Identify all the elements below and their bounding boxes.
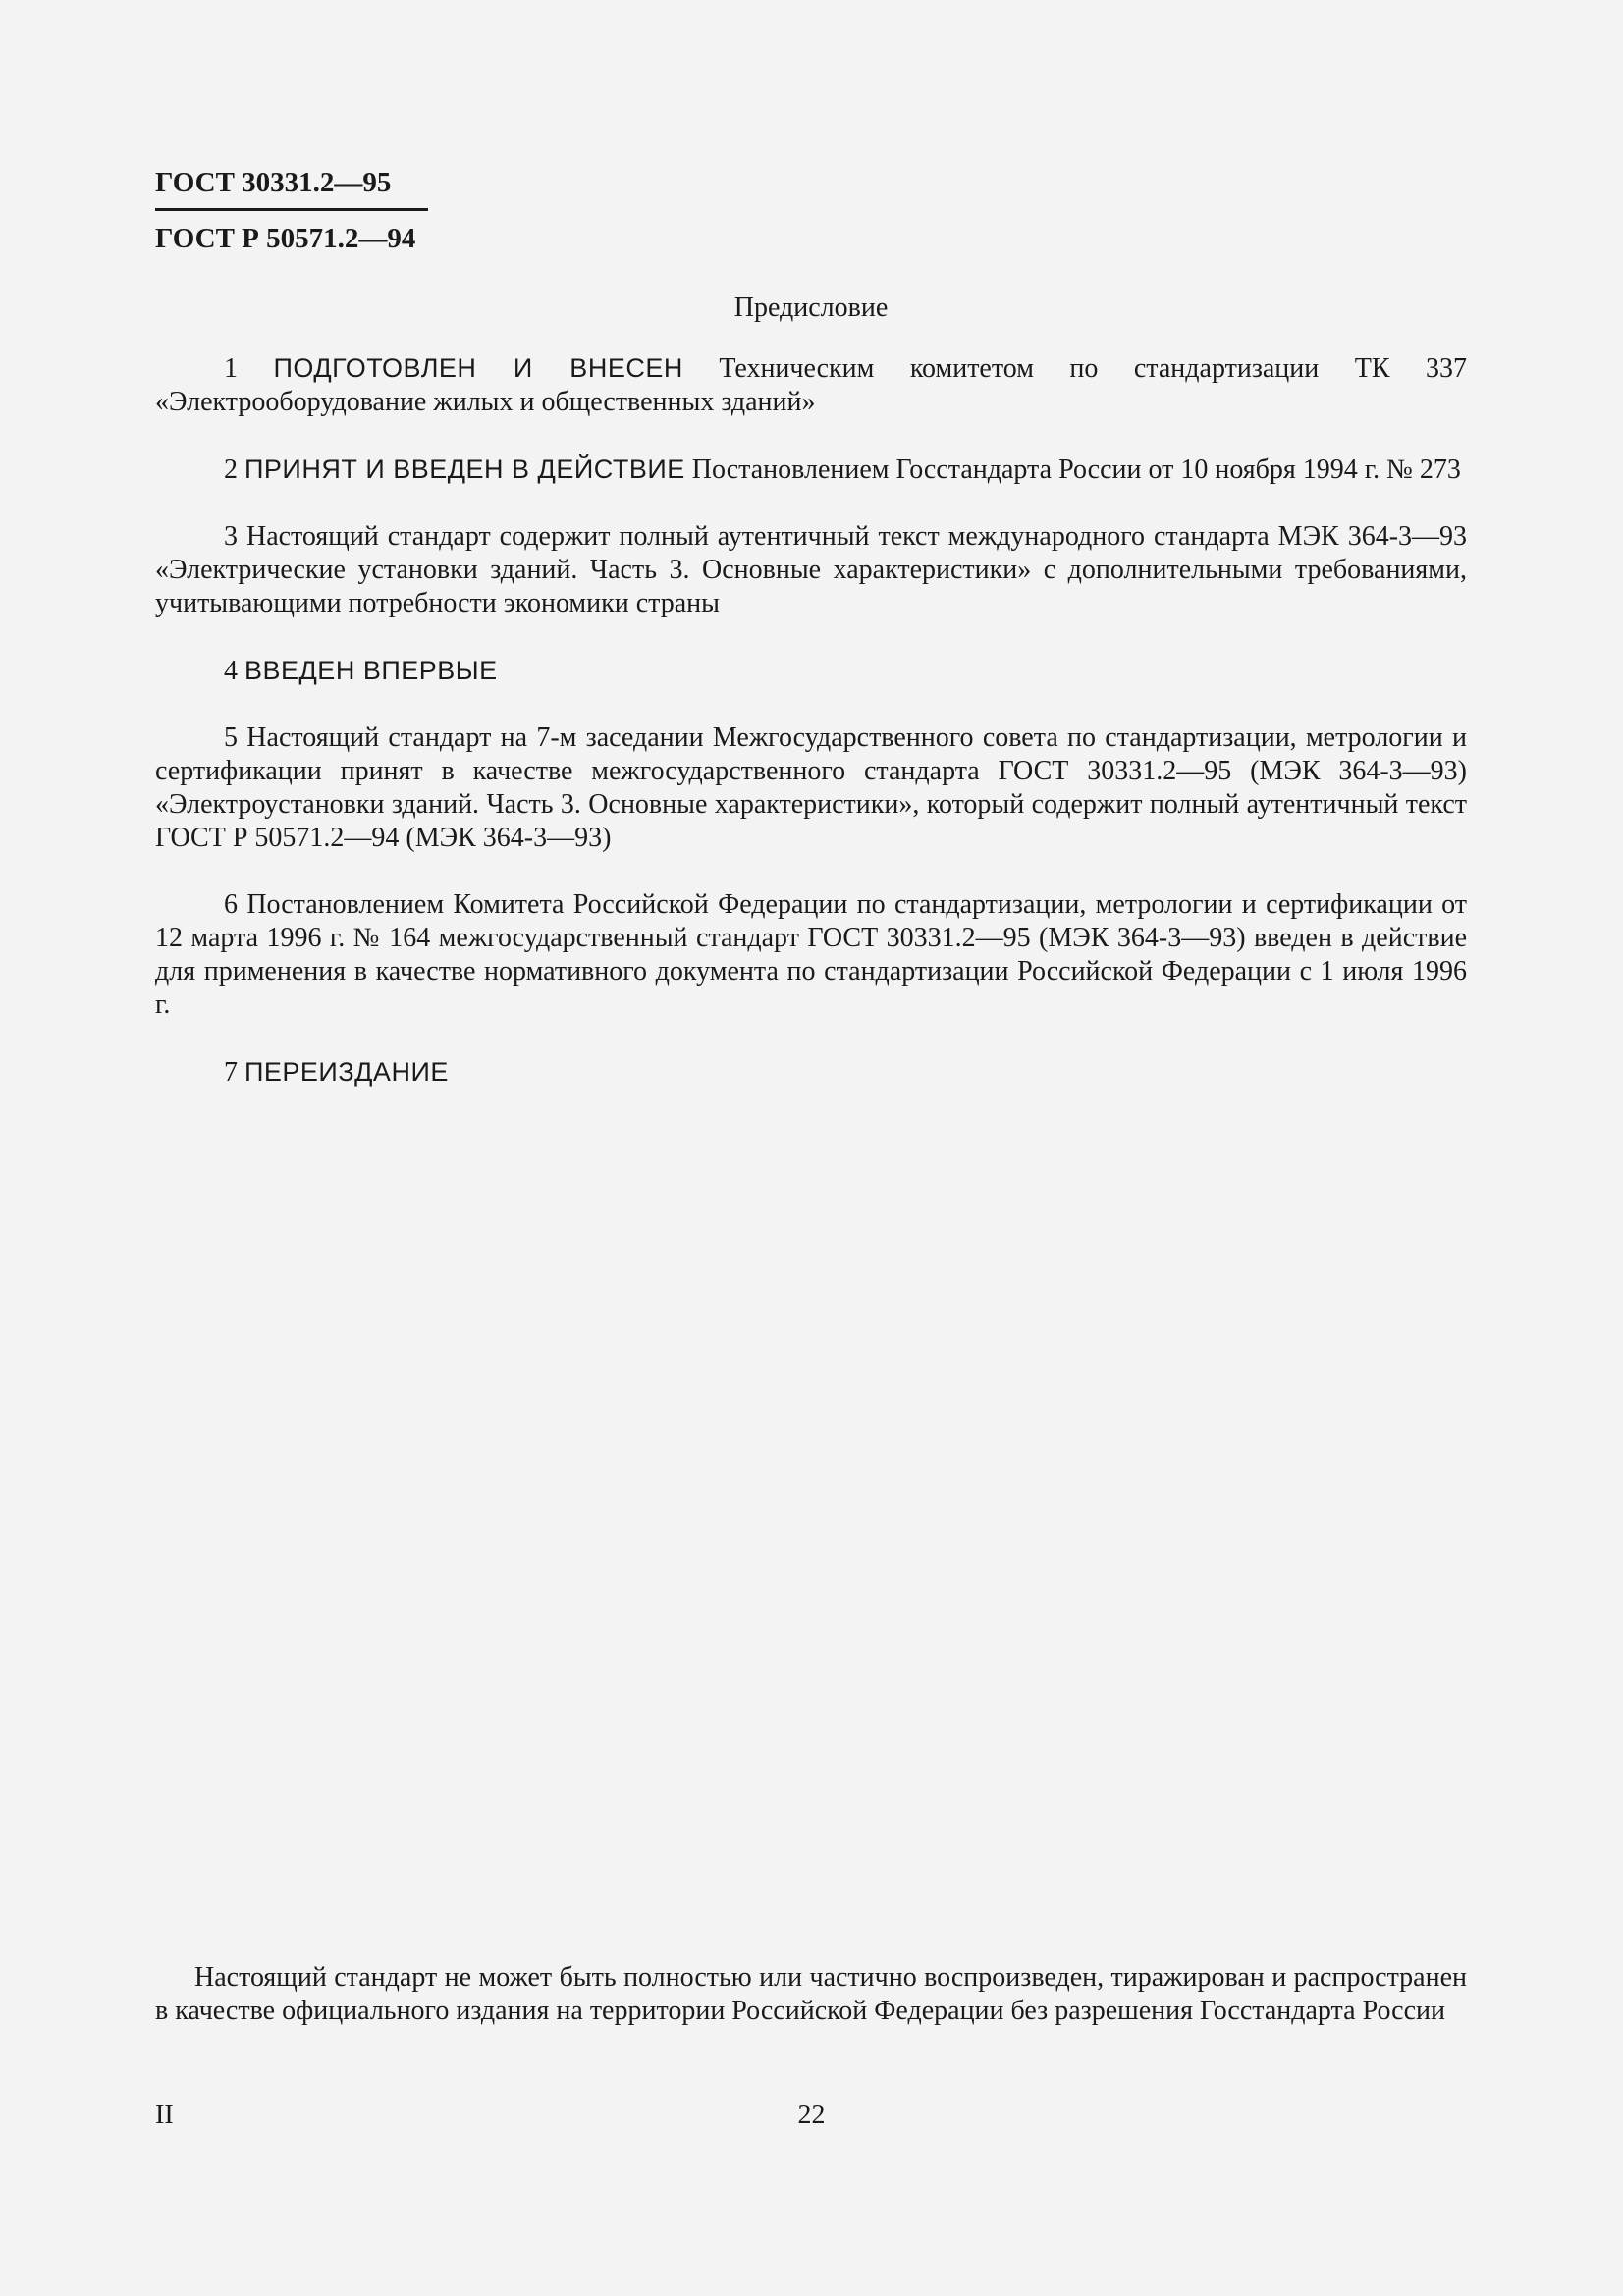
preface-item-4: [155, 654, 1467, 688]
preface-item-5: [155, 721, 1467, 855]
preface-item-3: [155, 520, 1467, 620]
preface-item-6: [155, 888, 1467, 1022]
item-text: Настоящий стандарт на 7-м заседании Межгосударственного совета по стандартизации, метрологии и сертификации принят в качестве межгосударственного стандарта ГОСТ 30331.2—95 (МЭК 364-3—93) «Электроустановки зданий. Часть 3. Основные характеристики», который содержит полный аутентичный текст ГОСТ Р 50571.2—94 (МЭК 364-3—93): [155, 722, 1468, 853]
copyright-notice: Настоящий стандарт не может быть полностью или частично воспроизведен, тиражирован и распространен в качестве официального издания на территории Российской Федерации без разрешения Госстандарта России: [155, 1962, 1467, 2026]
page-number: 22: [797, 2100, 826, 2130]
item-number: 4: [224, 656, 238, 686]
preface-item-7: [155, 1055, 1467, 1090]
item-number: 6: [224, 889, 238, 920]
item-number: 2: [224, 454, 238, 485]
item-number: 5: [224, 722, 238, 753]
item-caps: ПЕРЕИЗДАНИЕ: [244, 1057, 449, 1087]
preface-item-1: [155, 351, 1467, 419]
item-text: Постановлением Комитета Российской Федерации по стандартизации, метрологии и сертификации от 12 марта 1996 г. № 164 межгосударственный стандарт ГОСТ 30331.2—95 (МЭК 364-3—93) введен в действие для применения в качестве нормативного документа по стандартизации Российской Федерации с 1 июля 1996 г.: [155, 889, 1467, 1020]
item-text: Постановлением Госстандарта России от 10 ноября 1994 г. № 273: [691, 454, 1461, 485]
item-text: Техническим комитетом по стандартизации ТК 337 «Электрооборудование жилых и общественных зданий»: [155, 353, 1468, 417]
roman-page-number: II: [155, 2100, 174, 2130]
gost-designation-secondary: ГОСТ Р 50571.2—94: [155, 223, 416, 254]
document-header: [155, 165, 428, 256]
item-caps: ПРИНЯТ И ВВЕДЕН В ДЕЙСТВИЕ: [244, 454, 685, 484]
preface-item-2: [155, 453, 1467, 487]
item-text: Настоящий стандарт содержит полный аутентичный текст международного стандарта МЭК 364-3—93 «Электрические установки зданий. Часть 3. Основные характеристики» с дополнительными требованиями, учитывающими потребности экономики страны: [155, 521, 1468, 618]
preface-title: Предисловие: [733, 293, 889, 323]
item-caps: ПОДГОТОВЛЕН И ВНЕСЕН: [273, 353, 683, 383]
preface-content: [155, 351, 1467, 1123]
item-number: 1: [224, 353, 238, 384]
item-caps: ВВЕДЕН ВПЕРВЫЕ: [244, 656, 498, 685]
item-number: 3: [224, 521, 238, 552]
gost-designation-primary: ГОСТ 30331.2—95: [155, 165, 428, 211]
item-number: 7: [224, 1057, 238, 1088]
